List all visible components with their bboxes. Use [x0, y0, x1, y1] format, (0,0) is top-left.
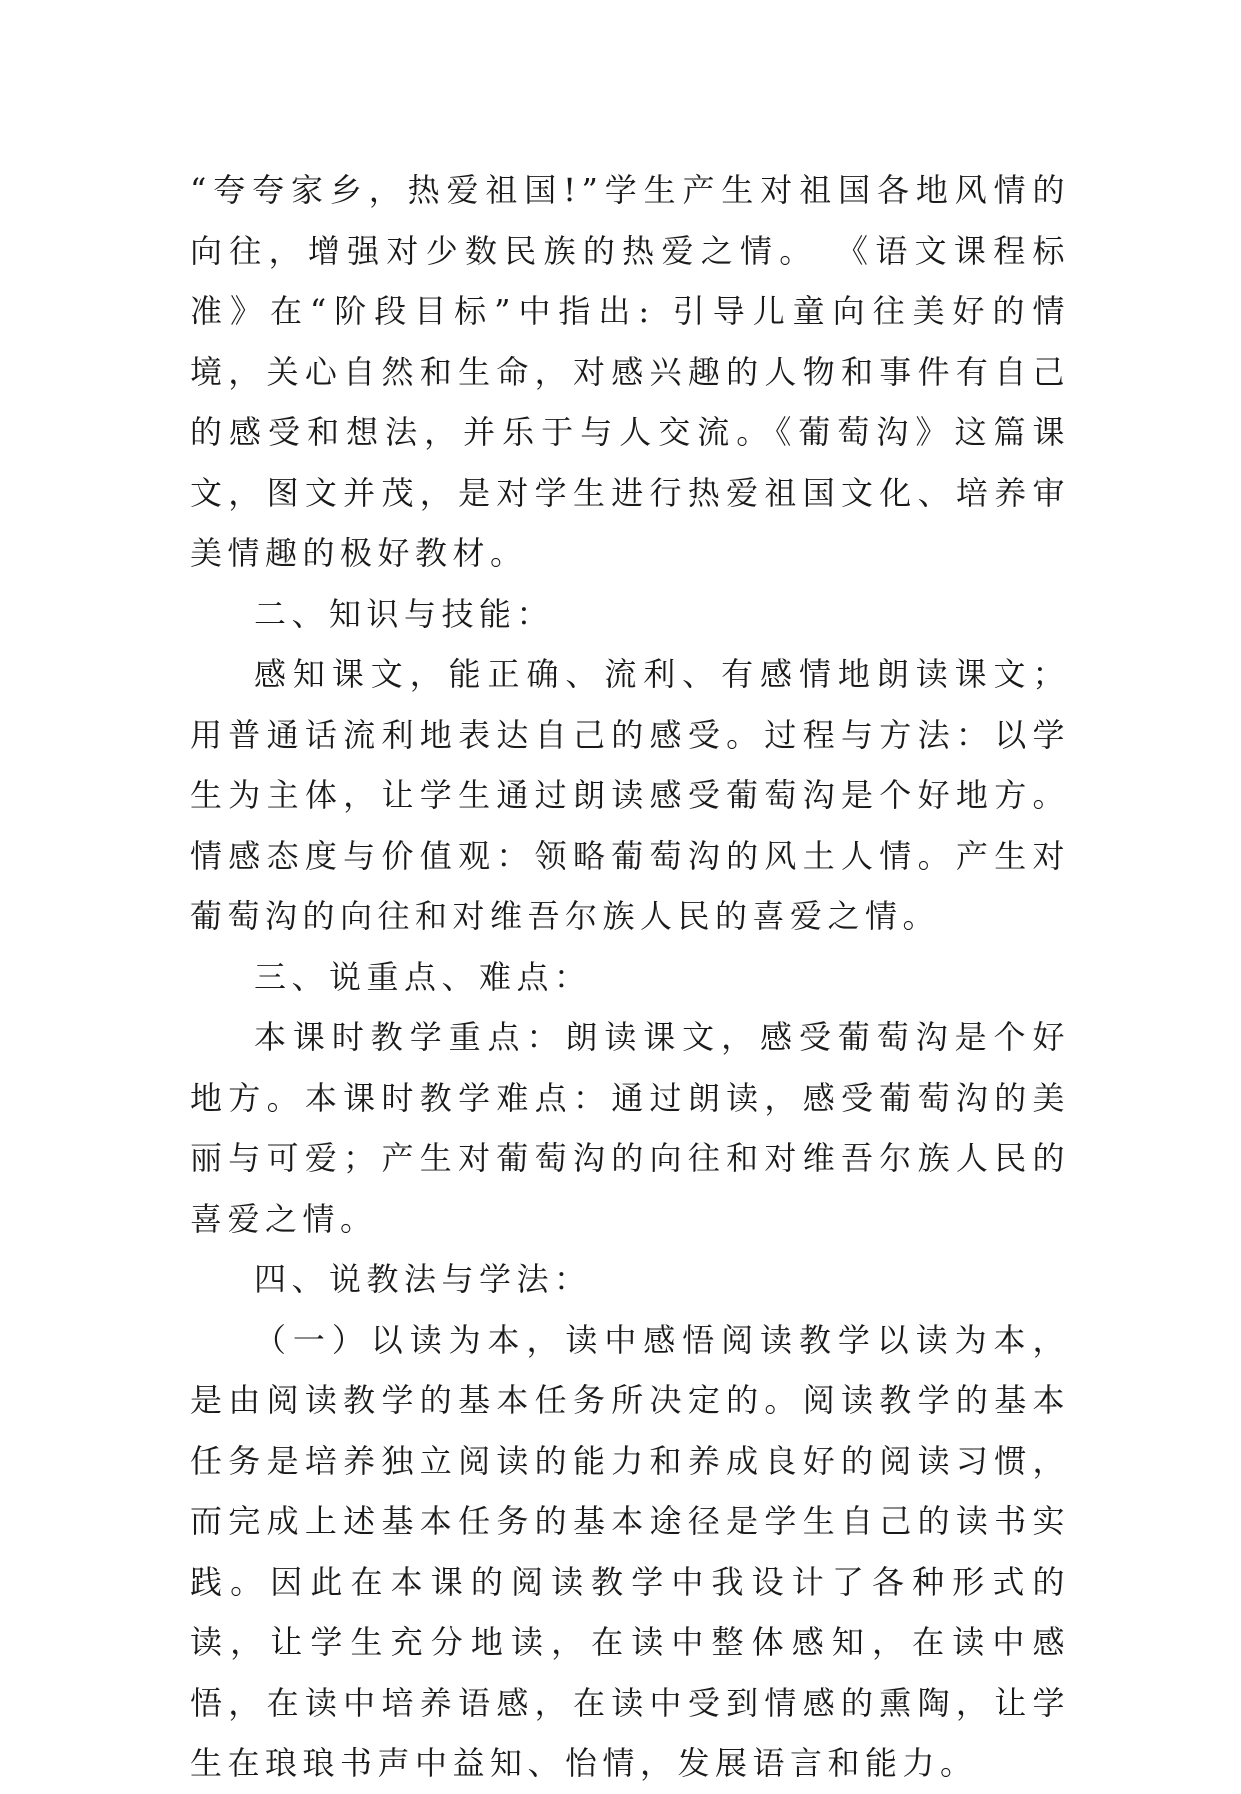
section-heading-knowledge-skills: 二、知识与技能： [254, 594, 555, 633]
section-heading-key-points: 三、说重点、难点： [254, 957, 592, 996]
paragraph-methods: （一）以读为本，读中感悟阅读教学以读为本，是由阅读教学的基本任务所决定的。阅读教学的基本任务是培养独立阅读的能力和养成良好的阅读习惯，而完成上述基本任务的基本途径是学生自己的读书实践。因此在本课的阅读教学中我设计了各种形式的读，让学生充分地读，在读中整体感知，在读中感悟，在读中培养语感，在读中受到情感的熏陶，让学生在琅琅书声中益知、怡情，发展语言和能力。 [190, 1320, 1070, 1782]
section-heading-methods: 四、说教法与学法： [254, 1260, 592, 1298]
paragraph-knowledge-skills: 感知课文，能正确、流利、有感情地朗读课文；用普通话流利地表达自己的感受。过程与方法：以学生为主体，让学生通过朗读感受葡萄沟是个好地方。情感态度与价值观：领略葡萄沟的风土人情。产生对葡萄沟的向往和对维吾尔族人民的喜爱之情。 [190, 655, 1070, 935]
document-body [190, 160, 1070, 1794]
paragraph-key-points: 本课时教学重点：朗读课文，感受葡萄沟是个好地方。本课时教学难点：通过朗读，感受葡萄沟的美丽与可爱；产生对葡萄沟的向往和对维吾尔族人民的喜爱之情。 [190, 1018, 1070, 1238]
paragraph-intro-continuation: “夸夸家乡，热爱祖国!”学生产生对祖国各地风情的向往，增强对少数民族的热爱之情。 《语文课程标准》在“阶段目标”中指出: 引导儿童向往美好的情境，关心自然和生命，对感兴趣的人物和事件有自己的感受和想法，并乐于与人交流。《葡萄沟》这篇课文，图文并茂，是对学生进行热爱祖国文化、培养审美情趣的极好教材。 [190, 171, 1070, 572]
